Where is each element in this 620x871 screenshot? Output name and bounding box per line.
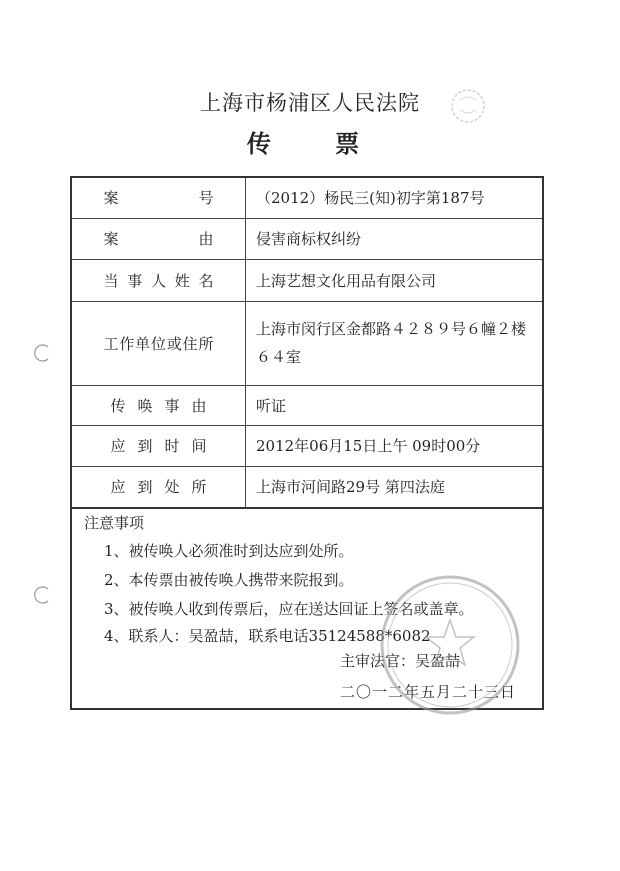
note-item: 4、联系人：吴盈喆，联系电话35124588*6082	[104, 627, 431, 645]
value-address: 上海市闵行区金都路４２８９号６幢２楼６４室	[246, 301, 544, 385]
value-place: 上海市河间路29号 第四法庭	[246, 466, 544, 508]
notes-title: 注意事项	[84, 514, 145, 532]
value-time: 2012年06月15日上午 09时00分	[246, 425, 544, 466]
label-place: 应到处所	[110, 478, 207, 497]
issue-date: 二〇一二年五月二十三日	[340, 683, 517, 701]
document-title: 传 票	[246, 129, 388, 158]
binding-hole-icon	[33, 585, 53, 605]
row-time	[71, 425, 543, 466]
court-name: 上海市杨浦区人民法院	[200, 91, 420, 115]
row-reason	[71, 385, 543, 425]
row-address	[71, 301, 543, 385]
row-party-name	[71, 259, 543, 301]
label-party-name: 当事人姓名	[103, 271, 214, 290]
note-item: 1、被传唤人必须准时到达应到处所。	[104, 542, 354, 560]
value-cause: 侵害商标权纠纷	[246, 218, 544, 259]
label-cause: 案 由	[103, 230, 214, 248]
summons-form-table	[70, 176, 544, 509]
note-item: 2、本传票由被传唤人携带来院报到。	[104, 571, 354, 589]
label-time: 应到时间	[110, 437, 207, 455]
label-address: 工作单位或住所	[103, 334, 214, 353]
binding-hole-icon	[33, 343, 53, 363]
label-case-number: 案 号	[103, 189, 214, 208]
value-case-number: （2012）杨民三(知)初字第187号	[246, 177, 544, 218]
label-reason: 传唤事由	[110, 396, 207, 415]
value-reason: 听证	[246, 385, 544, 425]
row-cause	[71, 218, 543, 259]
note-item: 3、被传唤人收到传票后，应在送达回证上签名或盖章。	[104, 600, 474, 618]
value-party-name: 上海艺想文化用品有限公司	[246, 259, 544, 301]
row-case-number	[71, 177, 543, 218]
row-place	[71, 466, 543, 508]
court-seal-stamp	[375, 570, 525, 720]
presiding-judge: 主审法官：吴盈喆	[340, 652, 461, 670]
